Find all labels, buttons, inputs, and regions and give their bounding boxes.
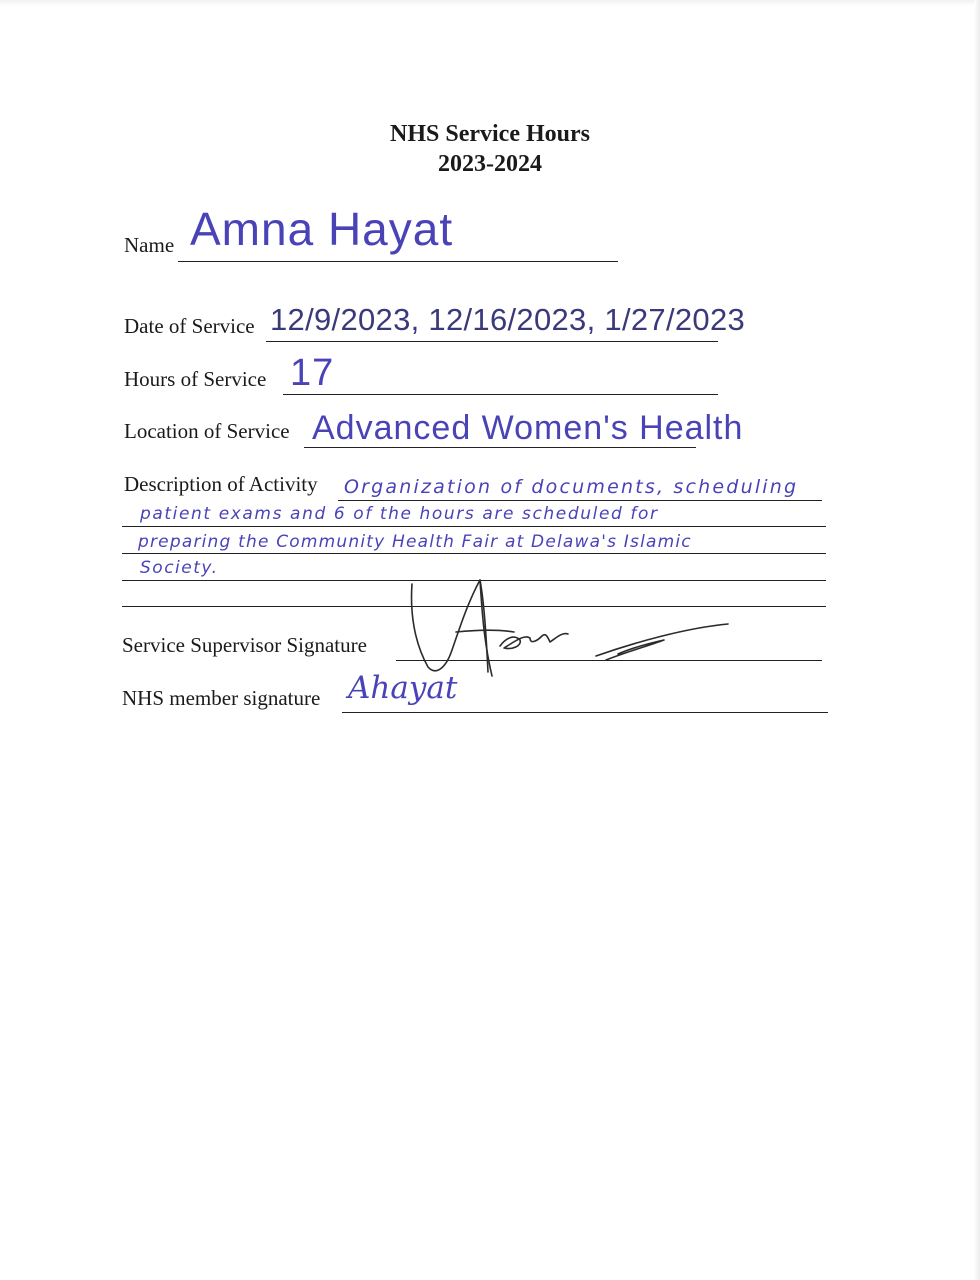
scan-edge-top — [0, 0, 980, 6]
scan-edge-right — [974, 0, 980, 1280]
description-text-line-1[interactable]: Organization of documents, scheduling — [344, 476, 799, 498]
member-line — [342, 712, 828, 713]
location-value[interactable]: Advanced Women's Health — [312, 409, 744, 447]
member-label: NHS member signature — [122, 686, 321, 710]
date-label: Date of Service — [124, 314, 255, 338]
location-label: Location of Service — [124, 419, 290, 443]
name-label: Name — [124, 233, 175, 257]
description-line-3 — [122, 553, 826, 554]
description-label: Description of Activity — [124, 472, 318, 496]
hours-value[interactable]: 17 — [290, 352, 335, 394]
description-line-2 — [122, 526, 826, 527]
supervisor-signature-drawing[interactable] — [396, 572, 736, 682]
name-line — [178, 261, 618, 262]
form-title: NHS Service Hours — [390, 121, 590, 147]
description-text-line-3[interactable]: preparing the Community Health Fair at Delawa's Islamic — [138, 532, 692, 552]
supervisor-label: Service Supervisor Signature — [122, 633, 367, 657]
hours-label: Hours of Service — [124, 367, 267, 391]
name-value[interactable]: Amna Hayat — [190, 203, 454, 255]
description-text-line-2[interactable]: patient exams and 6 of the hours are scheduled for — [140, 504, 659, 524]
description-text-line-4[interactable]: Society. — [140, 558, 219, 578]
hours-line — [283, 394, 718, 395]
date-line — [266, 341, 718, 342]
form-year: 2023-2024 — [438, 151, 542, 177]
date-value[interactable]: 12/9/2023, 12/16/2023, 1/27/2023 — [270, 302, 746, 337]
description-line-1 — [338, 500, 822, 501]
member-signature[interactable]: Ahayat — [348, 670, 458, 706]
